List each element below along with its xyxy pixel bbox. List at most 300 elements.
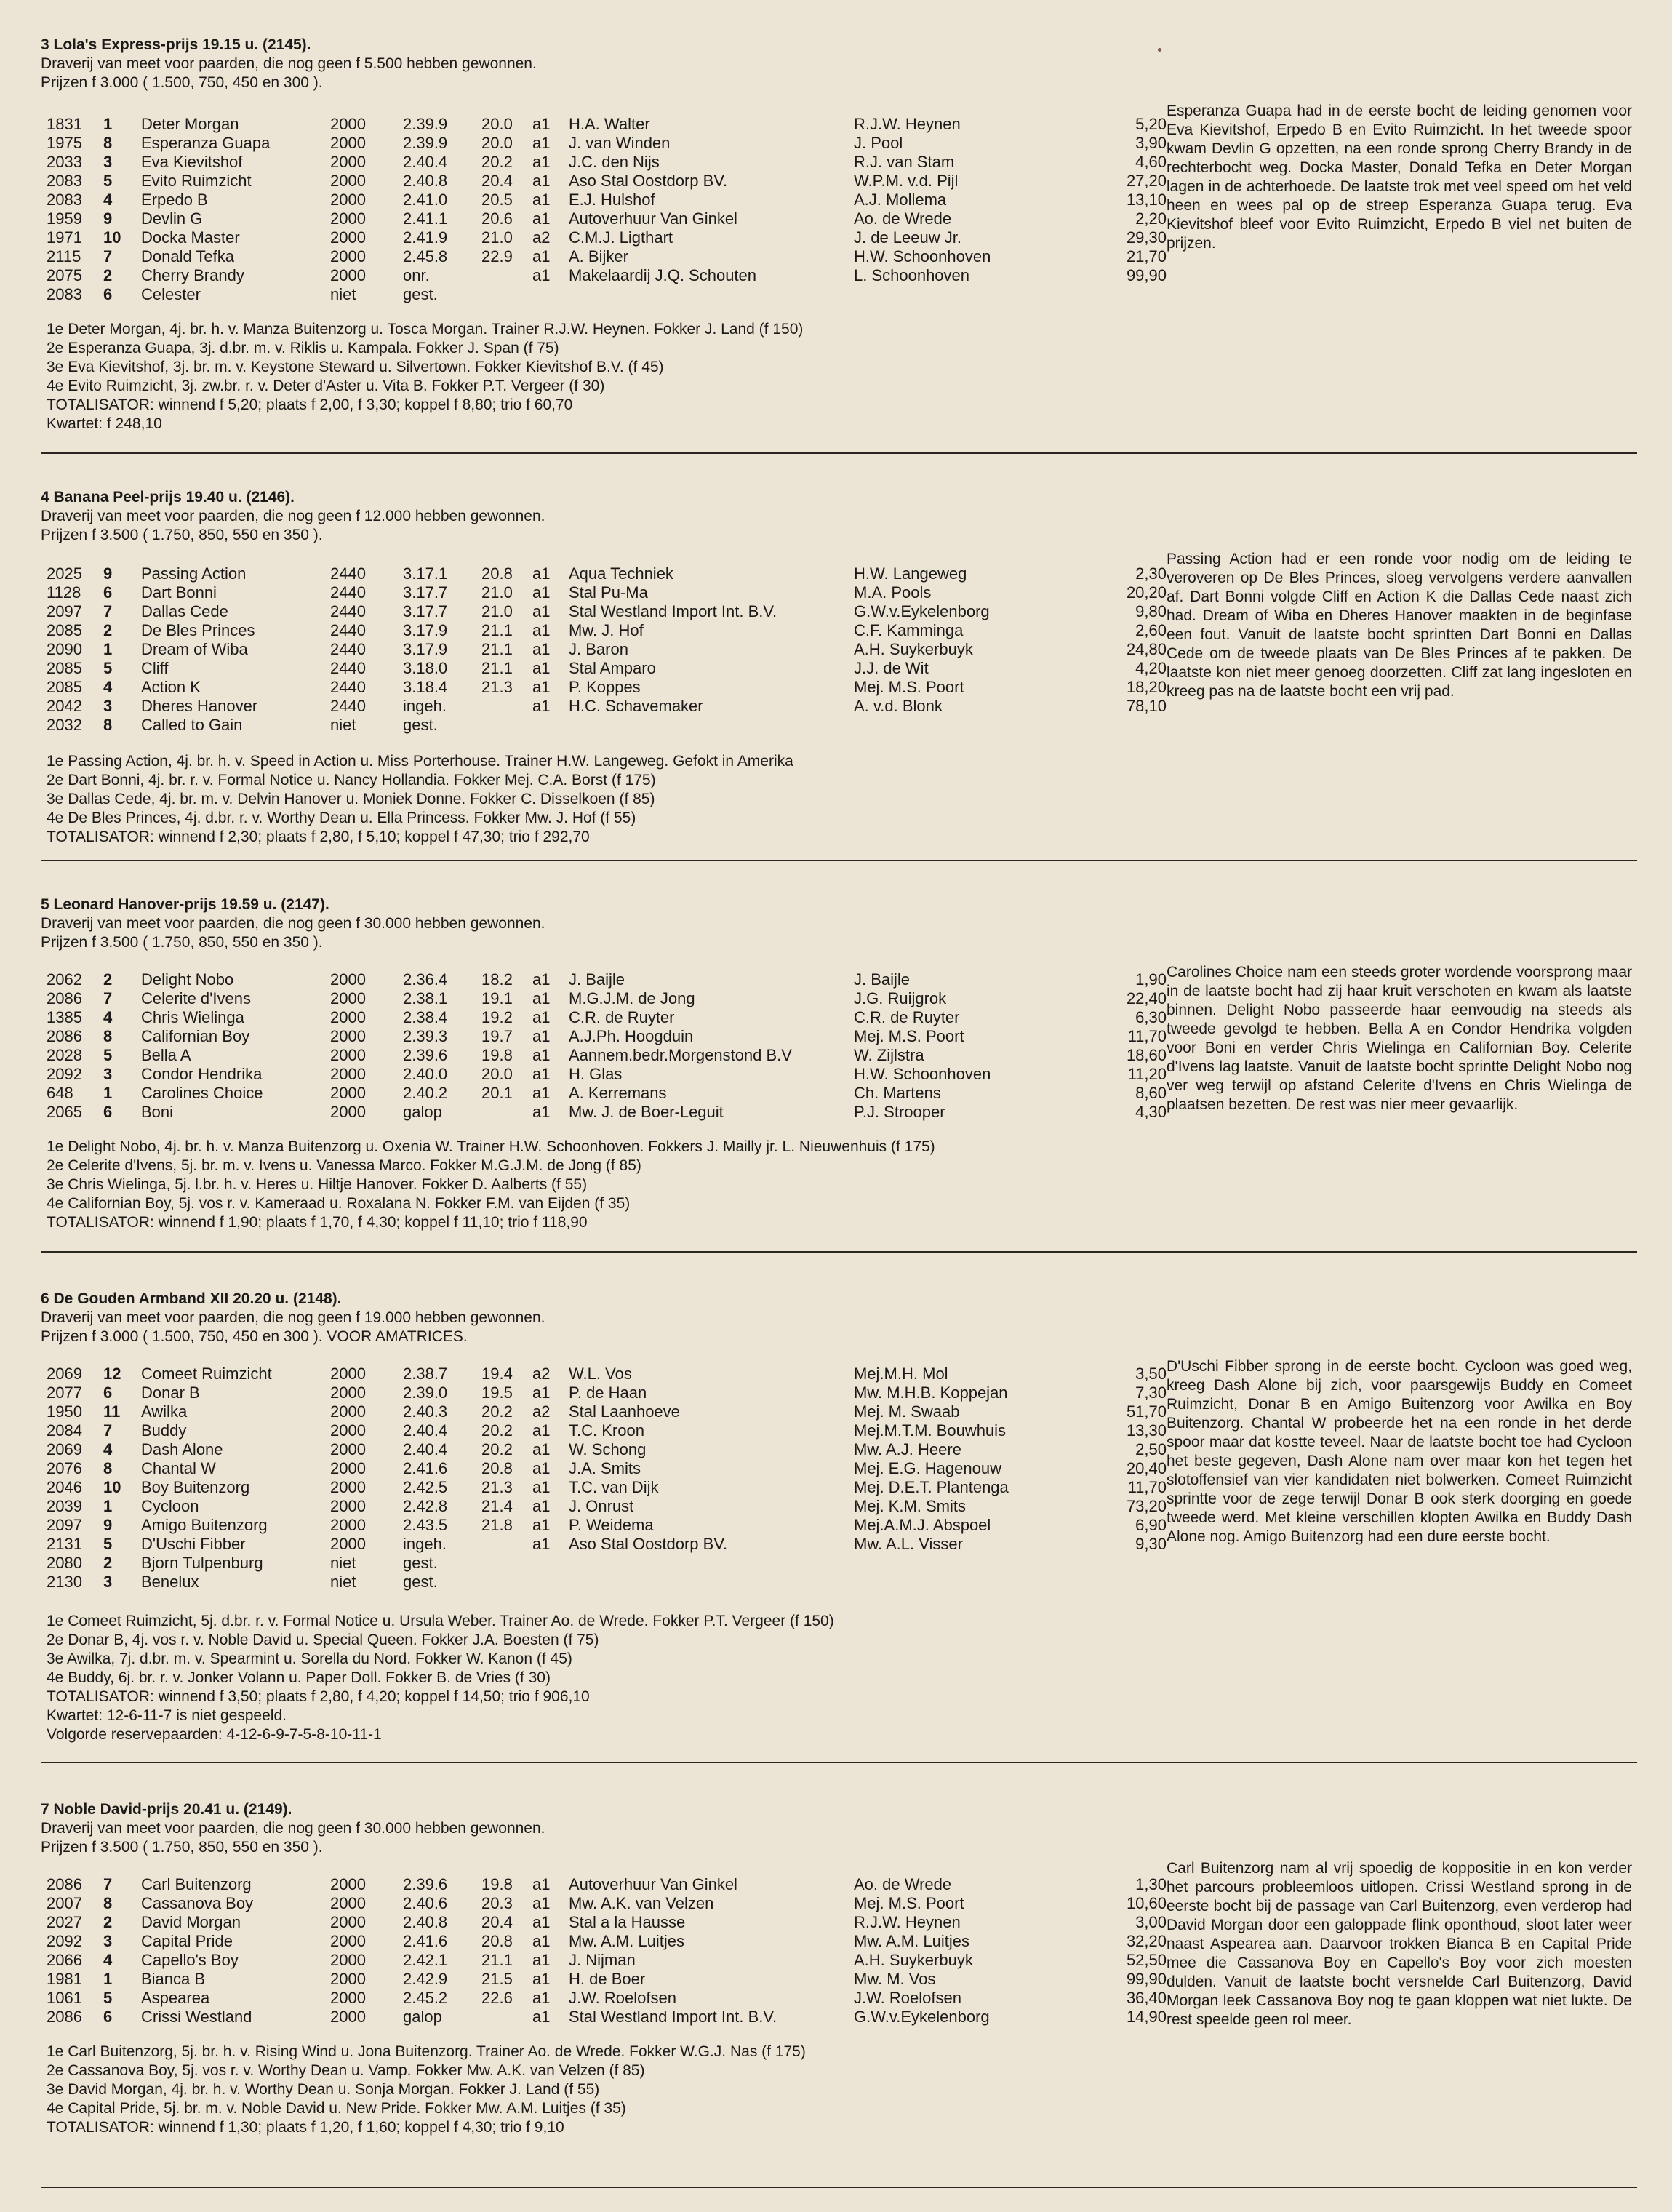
odds: 10,60 bbox=[1126, 1894, 1167, 1912]
driver-name: Mw. A.L. Visser bbox=[854, 1535, 963, 1553]
horse-name: Crissi Westland bbox=[141, 2008, 252, 2026]
driver-name: Mw. A.J. Heere bbox=[854, 1440, 961, 1458]
race-section bbox=[41, 487, 1637, 845]
race-title: 4 Banana Peel-prijs 19.40 u. (2146). bbox=[41, 489, 295, 506]
km-time: 20.8 bbox=[481, 1932, 513, 1950]
race-conditions: Draverij van meet voor paarden, die nog geen f 5.500 hebben gewonnen. bbox=[41, 55, 537, 72]
distance: 2000 bbox=[330, 1084, 366, 1102]
start-number: 7 bbox=[103, 1875, 113, 1893]
km-time: 21.1 bbox=[481, 1951, 513, 1969]
distance: 2000 bbox=[330, 247, 366, 265]
reg-number: 2075 bbox=[47, 266, 82, 284]
race-title: 3 Lola's Express-prijs 19.15 u. (2145). bbox=[41, 36, 311, 53]
horse-name: Donar B bbox=[141, 1384, 200, 1402]
owner-name: J. Baron bbox=[569, 640, 628, 658]
finish-time: 2.41.6 bbox=[403, 1932, 448, 1950]
horse-name: D'Uschi Fibber bbox=[141, 1535, 246, 1553]
race-section bbox=[41, 895, 1637, 1231]
km-time: 21.5 bbox=[481, 1970, 513, 1988]
start-line: a1 bbox=[532, 2008, 551, 2026]
reg-number: 2115 bbox=[47, 247, 81, 265]
horse-name: Dart Bonni bbox=[141, 583, 217, 602]
finish-time: 2.38.1 bbox=[403, 989, 448, 1007]
result-line: 1e Passing Action, 4j. br. h. v. Speed in Action u. Miss Porterhouse. Trainer H.W. Langeweg. Gefokt in Amerika bbox=[47, 753, 793, 770]
driver-name: Mej.A.M.J. Abspoel bbox=[854, 1516, 991, 1534]
odds: 6,90 bbox=[1135, 1516, 1167, 1534]
start-number: 5 bbox=[103, 1989, 113, 2007]
owner-name: Mw. J. Hof bbox=[569, 621, 644, 639]
distance: 2440 bbox=[330, 697, 366, 715]
start-line: a1 bbox=[532, 678, 551, 696]
start-line: a1 bbox=[532, 989, 551, 1007]
reg-number: 1128 bbox=[47, 583, 81, 602]
start-number: 4 bbox=[103, 1440, 113, 1458]
distance: 2000 bbox=[330, 266, 366, 284]
start-number: 8 bbox=[103, 1894, 113, 1912]
finish-time: 2.41.6 bbox=[403, 1459, 448, 1477]
owner-name: W. Schong bbox=[569, 1440, 647, 1458]
distance: 2000 bbox=[330, 1989, 366, 2007]
horse-name: Called to Gain bbox=[141, 716, 243, 734]
horse-name: David Morgan bbox=[141, 1913, 241, 1931]
finish-time: onr. bbox=[403, 266, 430, 284]
distance: 2440 bbox=[330, 583, 366, 602]
start-line: a1 bbox=[532, 247, 551, 265]
distance: 2000 bbox=[330, 1459, 366, 1477]
horse-name: Carolines Choice bbox=[141, 1084, 263, 1102]
owner-name: A. Kerremans bbox=[569, 1084, 667, 1102]
distance: 2000 bbox=[330, 1365, 366, 1383]
km-time: 20.4 bbox=[481, 1913, 513, 1931]
reg-number: 2097 bbox=[47, 1516, 82, 1534]
horse-name: Awilka bbox=[141, 1402, 188, 1421]
odds: 11,70 bbox=[1127, 1027, 1167, 1045]
odds: 21,70 bbox=[1126, 247, 1167, 265]
odds: 22,40 bbox=[1126, 989, 1167, 1007]
start-number: 6 bbox=[103, 285, 113, 303]
distance: 2000 bbox=[330, 1894, 366, 1912]
odds: 4,20 bbox=[1135, 659, 1167, 677]
km-time: 20.2 bbox=[481, 1421, 513, 1440]
driver-name: J. Pool bbox=[854, 134, 903, 152]
horse-name: Delight Nobo bbox=[141, 970, 234, 989]
reg-number: 648 bbox=[47, 1084, 73, 1102]
distance: 2000 bbox=[330, 1402, 366, 1421]
km-time: 19.7 bbox=[481, 1027, 513, 1045]
horse-name: Aspearea bbox=[141, 1989, 210, 2007]
km-time: 20.3 bbox=[481, 1894, 513, 1912]
start-line: a1 bbox=[532, 970, 551, 989]
horse-name: Eva Kievitshof bbox=[141, 153, 243, 171]
distance: 2000 bbox=[330, 1478, 366, 1496]
owner-name: Autoverhuur Van Ginkel bbox=[569, 1875, 737, 1893]
km-time: 22.6 bbox=[481, 1989, 513, 2007]
owner-name: C.M.J. Ligthart bbox=[569, 228, 673, 247]
reg-number: 2027 bbox=[47, 1913, 82, 1931]
finish-time: 2.41.9 bbox=[403, 228, 448, 247]
start-line: a2 bbox=[532, 228, 551, 247]
race-prizes: Prijzen f 3.500 ( 1.750, 850, 550 en 350 ). bbox=[41, 527, 323, 543]
driver-name: H.W. Schoonhoven bbox=[854, 1065, 991, 1083]
result-line: 1e Carl Buitenzorg, 5j. br. h. v. Rising Wind u. Jona Buitenzorg. Trainer Ao. de Wrede. Fokker W.G.J. Nas (f 175) bbox=[47, 2043, 806, 2060]
finish-time: galop bbox=[403, 1103, 442, 1121]
odds: 1,90 bbox=[1135, 970, 1167, 989]
result-line: 2e Donar B, 4j. vos r. v. Noble David u. Special Queen. Fokker J.A. Boesten (f 75) bbox=[47, 1632, 599, 1648]
horse-name: Action K bbox=[141, 678, 201, 696]
start-line: a2 bbox=[532, 1365, 551, 1383]
reg-number: 1061 bbox=[47, 1989, 82, 2007]
finish-time: 2.36.4 bbox=[403, 970, 448, 989]
distance: 2440 bbox=[330, 621, 366, 639]
start-number: 6 bbox=[103, 2008, 113, 2026]
distance: 2000 bbox=[330, 1440, 366, 1458]
horse-name: Evito Ruimzicht bbox=[141, 172, 252, 190]
driver-name: Mej. K.M. Smits bbox=[854, 1497, 967, 1515]
start-number: 2 bbox=[103, 266, 113, 284]
horse-name: De Bles Princes bbox=[141, 621, 255, 639]
distance: 2000 bbox=[330, 1384, 366, 1402]
finish-time: 3.17.7 bbox=[403, 583, 448, 602]
reg-number: 2131 bbox=[47, 1535, 82, 1553]
distance: 2000 bbox=[330, 191, 366, 209]
owner-name: E.J. Hulshof bbox=[569, 191, 655, 209]
horse-name: Dash Alone bbox=[141, 1440, 223, 1458]
reg-number: 2083 bbox=[47, 191, 82, 209]
km-time: 19.2 bbox=[481, 1008, 513, 1026]
km-time: 21.3 bbox=[481, 678, 513, 696]
driver-name: Mej. E.G. Hagenouw bbox=[854, 1459, 1001, 1477]
driver-name: A.H. Suykerbuyk bbox=[854, 640, 973, 658]
horse-name: Dream of Wiba bbox=[141, 640, 248, 658]
result-line: 4e De Bles Princes, 4j. d.br. r. v. Worthy Dean u. Ella Princess. Fokker Mw. J. Hof (f 55) bbox=[47, 810, 636, 826]
driver-name: H.W. Langeweg bbox=[854, 564, 967, 583]
distance: 2000 bbox=[330, 115, 366, 133]
owner-name: P. Koppes bbox=[569, 678, 641, 696]
finish-time: 2.41.0 bbox=[403, 191, 448, 209]
odds: 1,30 bbox=[1135, 1875, 1167, 1893]
distance: 2000 bbox=[330, 1535, 366, 1553]
result-line: TOTALISATOR: winnend f 3,50; plaats f 2,80, f 4,20; koppel f 14,50; trio f 906,10 bbox=[47, 1688, 590, 1705]
race-section bbox=[41, 1800, 1637, 2136]
race-summary: Carl Buitenzorg nam al vrij spoedig de koppositie in en kon verder het parcours probleemloos uitlopen. Crissi Westland sprong in de eerste bocht bij de passage van Carl Buitenzorg, even verderop had David Morgan door een galoppade flink oponthoud, sloot later weer naast Aspearea aan. Daarvoor trokken Bianca B en Capital Pride mee die Cassanova Boy en Capello's Boy voor zich moesten dulden. Vanuit de laatste bocht versnelde Carl Buitenzorg, David Morgan leek Cassanova Boy nog te gaan kloppen wat niet lukte. De rest speelde geen rol meer. bbox=[1167, 1860, 1632, 2028]
distance: 2000 bbox=[330, 1008, 366, 1026]
result-line: 3e Chris Wielinga, 5j. l.br. h. v. Heres u. Hiltje Hanover. Fokker D. Aalberts (f 55) bbox=[47, 1176, 588, 1193]
distance: niet bbox=[330, 716, 356, 734]
owner-name: W.L. Vos bbox=[569, 1365, 632, 1383]
owner-name: Aqua Techniek bbox=[569, 564, 673, 583]
result-line: TOTALISATOR: winnend f 2,30; plaats f 2,80, f 5,10; koppel f 47,30; trio f 292,70 bbox=[47, 828, 590, 845]
owner-name: Aso Stal Oostdorp BV. bbox=[569, 172, 728, 190]
race-section bbox=[41, 1289, 1637, 1743]
start-line: a1 bbox=[532, 1535, 551, 1553]
horse-name: Passing Action bbox=[141, 564, 247, 583]
driver-name: R.J.W. Heynen bbox=[854, 115, 961, 133]
race-summary: Passing Action had er een ronde voor nodig om de leiding te veroveren op De Bles Princes, sloeg vervolgens verdere aanvallen af. Dart Bonni volgde Cliff en Action K die Dallas Cede naast zich had. Dream of Wiba en Dheres Hanover maakten in de beginfase een fout. Vanuit de laatste bocht sprintten Dart Bonni en Dallas Cede om de tweede plaats van De Bles Princes af te pakken. De laatste kon niet meer genoeg doorzetten. Cliff zat lang ingesloten en kreeg pas na de laatste bocht een vrij pad. bbox=[1167, 551, 1632, 700]
race-title: 5 Leonard Hanover-prijs 19.59 u. (2147). bbox=[41, 896, 329, 913]
driver-name: Mw. M.H.B. Koppejan bbox=[854, 1384, 1008, 1402]
driver-name: P.J. Strooper bbox=[854, 1103, 945, 1121]
odds: 11,70 bbox=[1127, 1478, 1167, 1496]
km-time: 20.4 bbox=[481, 172, 513, 190]
section-divider bbox=[41, 2187, 1637, 2188]
reg-number: 1385 bbox=[47, 1008, 82, 1026]
start-number: 3 bbox=[103, 1573, 113, 1591]
owner-name: Stal Westland Import Int. B.V. bbox=[569, 2008, 777, 2026]
horse-name: Docka Master bbox=[141, 228, 240, 247]
finish-time: 2.40.4 bbox=[403, 1421, 448, 1440]
driver-name: Mw. A.M. Luitjes bbox=[854, 1932, 969, 1950]
start-number: 6 bbox=[103, 583, 113, 602]
race-section bbox=[41, 35, 1637, 432]
start-number: 4 bbox=[103, 678, 113, 696]
finish-time: 2.39.3 bbox=[403, 1027, 448, 1045]
finish-time: 2.45.8 bbox=[403, 247, 448, 265]
start-number: 8 bbox=[103, 716, 113, 734]
driver-name: G.W.v.Eykelenborg bbox=[854, 2008, 990, 2026]
race-results bbox=[47, 320, 803, 434]
odds: 20,40 bbox=[1126, 1459, 1167, 1477]
odds: 2,50 bbox=[1135, 1440, 1167, 1458]
driver-name: C.R. de Ruyter bbox=[854, 1008, 960, 1026]
start-number: 4 bbox=[103, 1951, 113, 1969]
result-line: 4e Californian Boy, 5j. vos r. v. Kameraad u. Roxalana N. Fokker F.M. van Eijden (f 35) bbox=[47, 1195, 631, 1212]
start-number: 2 bbox=[103, 621, 113, 639]
odds: 2,30 bbox=[1135, 564, 1167, 583]
start-line: a1 bbox=[532, 1421, 551, 1440]
km-time: 21.0 bbox=[481, 602, 513, 620]
owner-name: M.G.J.M. de Jong bbox=[569, 989, 695, 1007]
owner-name: C.R. de Ruyter bbox=[569, 1008, 675, 1026]
horse-name: Chris Wielinga bbox=[141, 1008, 244, 1026]
driver-name: J.G. Ruijgrok bbox=[854, 989, 947, 1007]
finish-time: 2.40.4 bbox=[403, 1440, 448, 1458]
km-time: 21.3 bbox=[481, 1478, 513, 1496]
race-conditions: Draverij van meet voor paarden, die nog geen f 19.000 hebben gewonnen. bbox=[41, 1309, 545, 1326]
odds: 27,20 bbox=[1126, 172, 1167, 190]
start-number: 7 bbox=[103, 1421, 113, 1440]
km-time: 21.0 bbox=[481, 583, 513, 602]
finish-time: 2.42.1 bbox=[403, 1951, 448, 1969]
finish-time: 3.17.1 bbox=[403, 564, 448, 583]
driver-name: W.P.M. v.d. Pijl bbox=[854, 172, 959, 190]
reg-number: 2028 bbox=[47, 1046, 82, 1064]
reg-number: 1975 bbox=[47, 134, 82, 152]
finish-time: 2.43.5 bbox=[403, 1516, 448, 1534]
reg-number: 2083 bbox=[47, 285, 82, 303]
distance: 2000 bbox=[330, 2008, 366, 2026]
distance: 2000 bbox=[330, 1875, 366, 1893]
owner-name: J. Baijle bbox=[569, 970, 625, 989]
finish-time: 2.40.8 bbox=[403, 1913, 448, 1931]
reg-number: 2086 bbox=[47, 1027, 82, 1045]
owner-name: A. Bijker bbox=[569, 247, 628, 265]
owner-name: J.A. Smits bbox=[569, 1459, 641, 1477]
driver-name: R.J.W. Heynen bbox=[854, 1913, 961, 1931]
result-line: Kwartet: 12-6-11-7 is niet gespeeld. bbox=[47, 1707, 287, 1724]
start-line: a1 bbox=[532, 1046, 551, 1064]
finish-time: 3.18.4 bbox=[403, 678, 448, 696]
km-time: 18.2 bbox=[481, 970, 513, 989]
start-line: a1 bbox=[532, 1459, 551, 1477]
start-line: a1 bbox=[532, 602, 551, 620]
finish-time: 2.40.4 bbox=[403, 153, 448, 171]
odds: 9,30 bbox=[1135, 1535, 1167, 1553]
km-time: 19.1 bbox=[481, 989, 513, 1007]
section-divider bbox=[41, 1762, 1637, 1763]
owner-name: J. Nijman bbox=[569, 1951, 636, 1969]
horse-name: Bjorn Tulpenburg bbox=[141, 1554, 263, 1572]
reg-number: 2069 bbox=[47, 1440, 82, 1458]
odds: 4,30 bbox=[1135, 1103, 1167, 1121]
start-number: 2 bbox=[103, 1554, 113, 1572]
section-divider bbox=[41, 1251, 1637, 1253]
distance: 2000 bbox=[330, 1951, 366, 1969]
km-time: 20.2 bbox=[481, 1402, 513, 1421]
start-number: 4 bbox=[103, 1008, 113, 1026]
km-time: 22.9 bbox=[481, 247, 513, 265]
reg-number: 2032 bbox=[47, 716, 82, 734]
result-line: 3e Eva Kievitshof, 3j. br. m. v. Keystone Steward u. Silvertown. Fokker Kievitshof B.V. (f 45) bbox=[47, 359, 664, 375]
start-number: 5 bbox=[103, 172, 113, 190]
start-number: 9 bbox=[103, 564, 113, 583]
start-number: 2 bbox=[103, 970, 113, 989]
owner-name: Stal a la Hausse bbox=[569, 1913, 686, 1931]
distance: 2000 bbox=[330, 989, 366, 1007]
reg-number: 2046 bbox=[47, 1478, 82, 1496]
result-line: 2e Cassanova Boy, 5j. vos r. v. Worthy Dean u. Vamp. Fokker Mw. A.K. van Velzen (f 85) bbox=[47, 2062, 645, 2079]
driver-name: J. de Leeuw Jr. bbox=[854, 228, 961, 247]
driver-name: M.A. Pools bbox=[854, 583, 932, 602]
start-number: 7 bbox=[103, 247, 113, 265]
race-conditions: Draverij van meet voor paarden, die nog geen f 30.000 hebben gewonnen. bbox=[41, 1820, 545, 1837]
driver-name: Mej. M. Swaab bbox=[854, 1402, 960, 1421]
reg-number: 1971 bbox=[47, 228, 82, 247]
driver-name: C.F. Kamminga bbox=[854, 621, 964, 639]
horse-name: Boni bbox=[141, 1103, 174, 1121]
driver-name: Mej. M.S. Poort bbox=[854, 678, 964, 696]
horse-name: Chantal W bbox=[141, 1459, 216, 1477]
km-time: 20.8 bbox=[481, 1459, 513, 1477]
start-line: a1 bbox=[532, 697, 551, 715]
odds: 32,20 bbox=[1126, 1932, 1167, 1950]
distance: 2000 bbox=[330, 1027, 366, 1045]
finish-time: 2.39.9 bbox=[403, 134, 448, 152]
distance: 2000 bbox=[330, 1932, 366, 1950]
distance: niet bbox=[330, 1573, 356, 1591]
start-line: a1 bbox=[532, 153, 551, 171]
km-time: 20.0 bbox=[481, 115, 513, 133]
km-time: 21.1 bbox=[481, 640, 513, 658]
horse-name: Devlin G bbox=[141, 209, 203, 228]
horse-name: Esperanza Guapa bbox=[141, 134, 271, 152]
reg-number: 2077 bbox=[47, 1384, 82, 1402]
result-line: Kwartet: f 248,10 bbox=[47, 415, 162, 432]
odds: 11,20 bbox=[1127, 1065, 1167, 1083]
odds: 18,60 bbox=[1126, 1046, 1167, 1064]
finish-time: 2.38.7 bbox=[403, 1365, 448, 1383]
driver-name: J. Baijle bbox=[854, 970, 911, 989]
start-line: a1 bbox=[532, 1894, 551, 1912]
odds: 3,90 bbox=[1135, 134, 1167, 152]
owner-name: Makelaardij J.Q. Schouten bbox=[569, 266, 757, 284]
start-line: a1 bbox=[532, 621, 551, 639]
start-line: a1 bbox=[532, 134, 551, 152]
km-time: 19.5 bbox=[481, 1384, 513, 1402]
finish-time: ingeh. bbox=[403, 1535, 447, 1553]
start-number: 12 bbox=[103, 1365, 121, 1383]
finish-time: 2.42.5 bbox=[403, 1478, 448, 1496]
finish-time: gest. bbox=[403, 1573, 438, 1591]
km-time: 20.2 bbox=[481, 1440, 513, 1458]
odds: 99,90 bbox=[1126, 266, 1167, 284]
race-prizes: Prijzen f 3.000 ( 1.500, 750, 450 en 300 ). bbox=[41, 74, 323, 91]
reg-number: 2086 bbox=[47, 1875, 82, 1893]
driver-name: J.J. de Wit bbox=[854, 659, 929, 677]
start-number: 8 bbox=[103, 1459, 113, 1477]
distance: 2000 bbox=[330, 1065, 366, 1083]
start-number: 11 bbox=[103, 1402, 121, 1421]
owner-name: Autoverhuur Van Ginkel bbox=[569, 209, 737, 228]
result-line: TOTALISATOR: winnend f 1,90; plaats f 1,70, f 4,30; koppel f 11,10; trio f 118,90 bbox=[47, 1214, 588, 1231]
odds: 51,70 bbox=[1126, 1402, 1167, 1421]
result-line: Volgorde reservepaarden: 4-12-6-9-7-5-8-10-11-1 bbox=[47, 1726, 382, 1743]
distance: 2000 bbox=[330, 1421, 366, 1440]
distance: niet bbox=[330, 1554, 356, 1572]
owner-name: Mw. J. de Boer-Leguit bbox=[569, 1103, 724, 1121]
odds: 3,50 bbox=[1135, 1365, 1167, 1383]
result-line: 4e Evito Ruimzicht, 3j. zw.br. r. v. Deter d'Aster u. Vita B. Fokker P.T. Vergeer (f 30) bbox=[47, 378, 605, 394]
owner-name: H.C. Schavemaker bbox=[569, 697, 703, 715]
result-line: 3e David Morgan, 4j. br. h. v. Worthy Dean u. Sonja Morgan. Fokker J. Land (f 55) bbox=[47, 2081, 600, 2098]
odds: 13,10 bbox=[1126, 191, 1167, 209]
horse-name: Dallas Cede bbox=[141, 602, 228, 620]
reg-number: 2007 bbox=[47, 1894, 82, 1912]
start-line: a1 bbox=[532, 1478, 551, 1496]
odds: 14,90 bbox=[1126, 2008, 1167, 2026]
km-time: 20.6 bbox=[481, 209, 513, 228]
driver-name: Mw. M. Vos bbox=[854, 1970, 936, 1988]
horse-name: Erpedo B bbox=[141, 191, 208, 209]
reg-number: 2042 bbox=[47, 697, 82, 715]
start-line: a1 bbox=[532, 1875, 551, 1893]
race-conditions: Draverij van meet voor paarden, die nog geen f 30.000 hebben gewonnen. bbox=[41, 915, 545, 932]
start-line: a1 bbox=[532, 659, 551, 677]
horse-name: Californian Boy bbox=[141, 1027, 250, 1045]
owner-name: J.W. Roelofsen bbox=[569, 1989, 676, 2007]
race-prizes: Prijzen f 3.000 ( 1.500, 750, 450 en 300 ). VOOR AMATRICES. bbox=[41, 1328, 468, 1345]
start-number: 8 bbox=[103, 134, 113, 152]
race-results bbox=[47, 752, 793, 847]
result-line: 4e Buddy, 6j. br. r. v. Jonker Volann u. Paper Doll. Fokker B. de Vries (f 30) bbox=[47, 1669, 551, 1686]
reg-number: 1831 bbox=[47, 115, 82, 133]
start-number: 7 bbox=[103, 602, 113, 620]
odds: 36,40 bbox=[1126, 1989, 1167, 2007]
driver-name: G.W.v.Eykelenborg bbox=[854, 602, 990, 620]
start-number: 4 bbox=[103, 191, 113, 209]
driver-name: W. Zijlstra bbox=[854, 1046, 924, 1064]
start-line: a1 bbox=[532, 172, 551, 190]
start-number: 1 bbox=[103, 1084, 113, 1102]
horse-name: Cycloon bbox=[141, 1497, 199, 1515]
reg-number: 2130 bbox=[47, 1573, 82, 1591]
reg-number: 2033 bbox=[47, 153, 82, 171]
result-line: TOTALISATOR: winnend f 5,20; plaats f 2,00, f 3,30; koppel f 8,80; trio f 60,70 bbox=[47, 396, 573, 413]
finish-time: 2.40.2 bbox=[403, 1084, 448, 1102]
odds: 4,60 bbox=[1135, 153, 1167, 171]
km-time: 20.0 bbox=[481, 1065, 513, 1083]
km-time: 21.0 bbox=[481, 228, 513, 247]
finish-time: 2.39.0 bbox=[403, 1384, 448, 1402]
